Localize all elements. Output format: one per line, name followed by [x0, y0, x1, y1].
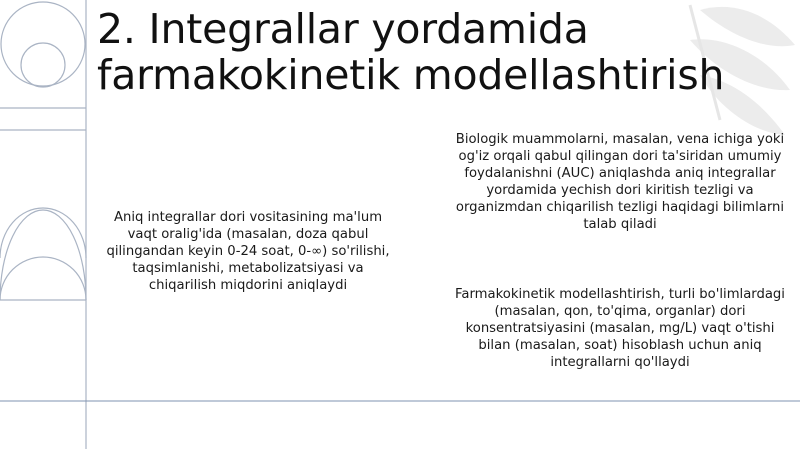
vertical-guides [0, 0, 86, 449]
right-top-text-block: Biologik muammolarni, masalan, vena ichiga yoki og'iz orqali qabul qilingan dori ta'siridan umumiy foydalanishni (AUC) aniqlashda aniq integrallar yordamida yechish dori kiritish tezligi va organizmdan chiqarilish tezligi haqidagi bilimlarni talab qiladi [455, 132, 785, 232]
left-text-block: Aniq integrallar dori vositasining ma'lum vaqt oralig'ida (masalan, doza qabul qilingandan keyin 0-24 soat, 0-∞) so'rilishi, taqsimlanishi, metabolizatsiyasi va chiqarilish miqdorini aniqlaydi [106, 210, 390, 293]
slide-title: 2. Integrallar yordamida farmakokinetik modellashtirish [97, 5, 725, 99]
right-bottom-text-block: Farmakokinetik modellashtirish, turli bo'limlardagi (masalan, qon, to'qima, organlar) dori konsentratsiyasini (masalan, mg/L) vaqt o'tishi bilan (masalan, soat) hisoblash uchun aniq integrallarni qo'llaydi [455, 287, 785, 370]
concentric-circles-icon [1, 2, 85, 87]
arches-icon [0, 208, 86, 300]
